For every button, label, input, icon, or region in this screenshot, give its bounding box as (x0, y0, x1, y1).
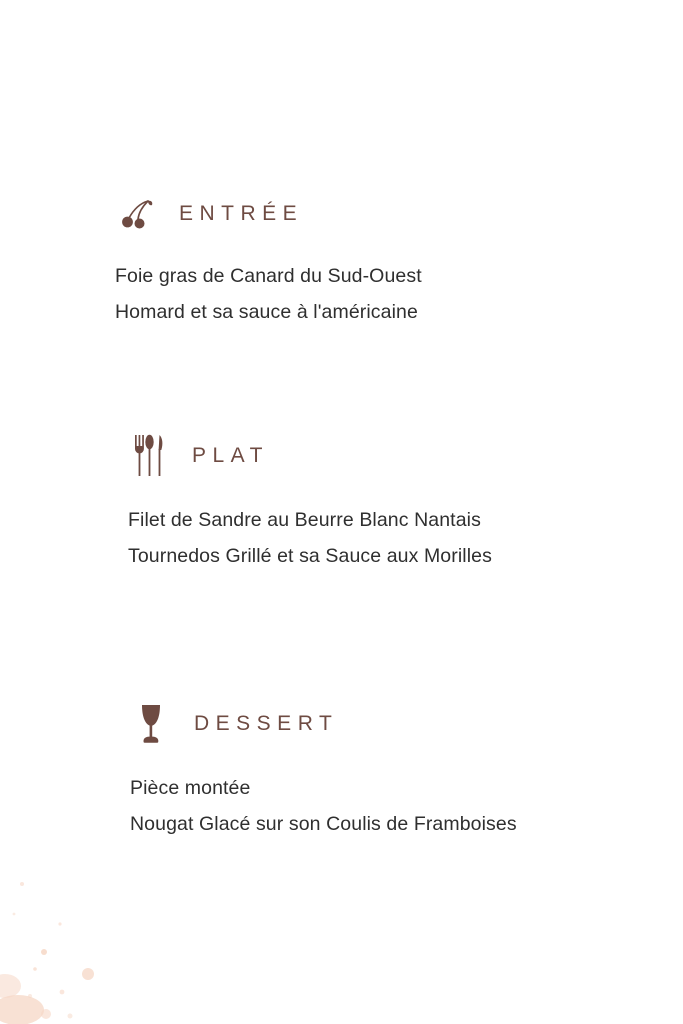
menu-section-plat (128, 430, 683, 574)
section-header (115, 188, 683, 240)
menu-items-list (115, 258, 683, 330)
menu-section-entree (115, 188, 683, 330)
list-item: Nougat Glacé sur son Coulis de Framboises (130, 813, 517, 835)
section-title: DESSERT (194, 712, 339, 735)
cutlery-icon (128, 430, 170, 482)
section-header (130, 698, 683, 750)
list-item: Foie gras de Canard du Sud-Ouest (115, 265, 422, 287)
list-item: Tournedos Grillé et sa Sauce aux Morilles (128, 545, 492, 567)
section-header (128, 430, 683, 482)
list-item: Filet de Sandre au Beurre Blanc Nantais (128, 509, 481, 531)
menu-items-list (128, 502, 683, 574)
section-title: ENTRÉE (179, 202, 304, 225)
list-item: Pièce montée (130, 777, 251, 799)
section-title: PLAT (192, 444, 269, 467)
watercolor-splatter-decoration (0, 764, 130, 1024)
menu-items-list (130, 770, 683, 842)
dessert-glass-icon (130, 698, 172, 750)
list-item: Homard et sa sauce à l'américaine (115, 301, 418, 323)
menu-section-dessert (130, 698, 683, 842)
cherries-icon (115, 188, 157, 240)
